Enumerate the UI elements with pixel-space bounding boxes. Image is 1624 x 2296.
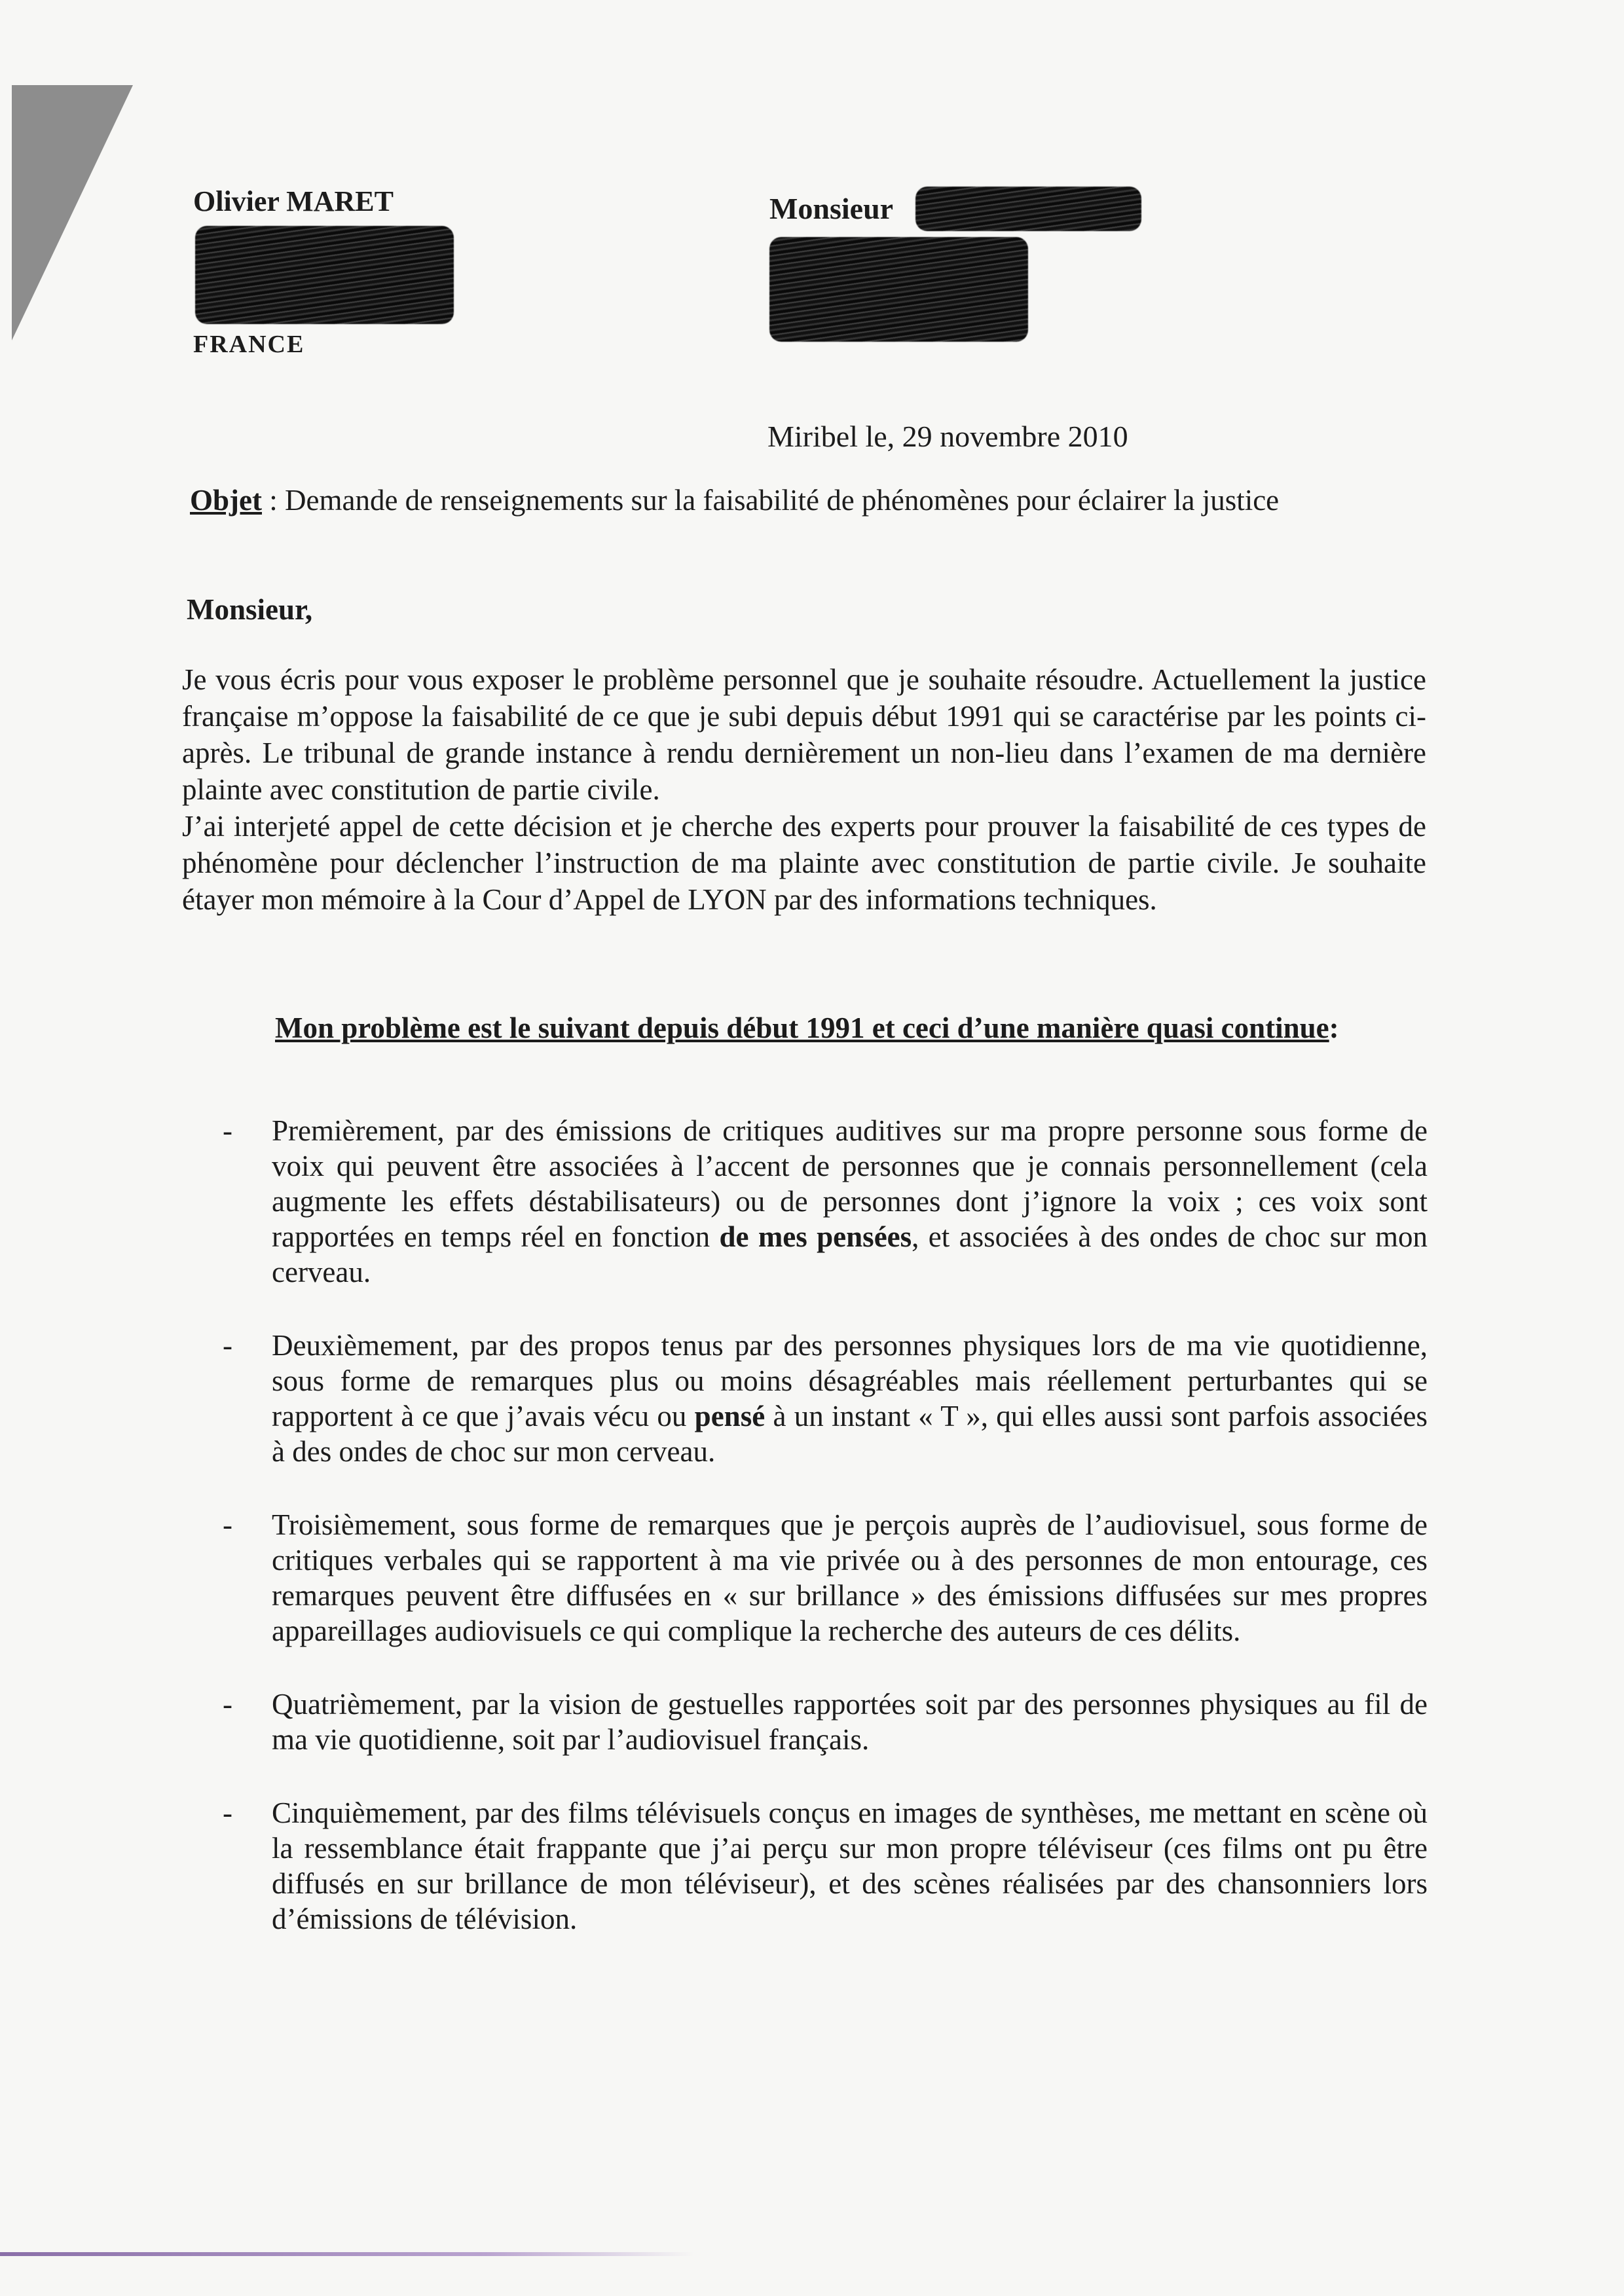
problem-list: [223, 1113, 1428, 1975]
item-text: Cinquièmement, par des films télévisuels conçus en images de synthèses, me mettant en scène où la ressemblance était frappante que j’ai perçu sur mon propre téléviseur (ces films ont pu être diffusés en sur brillance de mon téléviseur), et des scènes réalisées par des chansonniers lors d’émissions de télévision.: [272, 1796, 1428, 1935]
sender-name: Olivier MARET: [193, 185, 394, 217]
list-dash: -: [223, 1796, 232, 1829]
subject-label: Objet: [190, 484, 262, 517]
list-item: [223, 1113, 1428, 1290]
redacted-recipient-name: [915, 187, 1141, 231]
subject-line: [190, 483, 1279, 517]
list-item: [223, 1686, 1428, 1757]
redacted-recipient-address: [769, 237, 1028, 342]
item-text: Troisièmement, sous forme de remarques que je perçois auprès de l’audiovisuel, sous forme de critiques verbales qui se rapportent à ma vie privée ou à des personnes de mon entourage, ces remarques peuvent être diffusées en « sur brillance » des émissions diffusées sur mes propres appareillages audiovisuels ce qui complique la recherche des auteurs de ces délits.: [272, 1508, 1428, 1647]
item-text: Deuxièmement, par des propos tenus par des personnes physiques lors de ma vie quotidienne, sous forme de remarques plus ou moins désagréables mais réellement perturbantes qui se rapportent à ce que j’avais vécu ou: [272, 1329, 1428, 1432]
list-item: [223, 1507, 1428, 1649]
item-text: à un instant « T », qui elles aussi sont parfois associées à des ondes de choc sur mon cerveau.: [272, 1400, 1428, 1468]
intro-paragraph: J’ai interjeté appel de cette décision et je cherche des experts pour prouver la faisabilité de ces types de phénomène pour déclencher l’instruction de ma plainte avec constitution de partie civile. Je souhaite étayer mon mémoire à la Cour d’Appel de LYON par des informations techniques.: [182, 810, 1426, 916]
section-heading: [275, 1010, 1428, 1046]
item-text: , et associées à des ondes de choc sur mon cerveau.: [272, 1220, 1428, 1288]
list-dash: -: [223, 1688, 232, 1721]
intro-text: [182, 661, 1426, 918]
section-heading-suffix: :: [1329, 1011, 1339, 1044]
list-dash: -: [223, 1329, 232, 1362]
item-text: Premièrement, par des émissions de critiques auditives sur ma propre personne sous forme de voix qui peuvent être associées à l’accent de personnes que je connais personnellement (cela augmente les effets déstabilisateurs) ou de personnes dont j’ignore la voix ; ces voix sont rapportées en temps réel en fonction: [272, 1114, 1428, 1253]
scan-edge-line: [0, 2252, 694, 2256]
date-line: Miribel le, 29 novembre 2010: [767, 420, 1128, 453]
section-heading-text: Mon problème est le suivant depuis début 1991 et ceci d’une manière quasi continue: [275, 1011, 1329, 1044]
scan-corner-mark: [12, 85, 133, 340]
redacted-sender-address: [195, 226, 454, 324]
sender-country: FRANCE: [193, 331, 305, 358]
list-item: [223, 1328, 1428, 1469]
item-text: Quatrièmement, par la vision de gestuelles rapportées soit par des personnes physiques au fil de ma vie quotidienne, soit par l’audiovisuel français.: [272, 1688, 1428, 1756]
subject-text: Demande de renseignements sur la faisabilité de phénomènes pour éclairer la justice: [285, 484, 1280, 517]
subject-separator: :: [261, 484, 285, 517]
intro-paragraph: Je vous écris pour vous exposer le problème personnel que je souhaite résoudre. Actuellement la justice française m’oppose la faisabilité de ce que je subi depuis début 1991 qui se caractérise par les points ci-après. Le tribunal de grande instance à rendu dernièrement un non-lieu dans l’examen de ma dernière plainte avec constitution de partie civile.: [182, 663, 1426, 806]
item-bold-text: pensé: [694, 1400, 766, 1432]
list-dash: -: [223, 1114, 232, 1147]
item-bold-text: de mes pensées: [719, 1220, 912, 1253]
recipient-salutation: Monsieur: [769, 192, 894, 225]
greeting: Monsieur,: [187, 593, 313, 626]
list-dash: -: [223, 1508, 232, 1541]
list-item: [223, 1795, 1428, 1937]
sender-block: [193, 185, 394, 358]
